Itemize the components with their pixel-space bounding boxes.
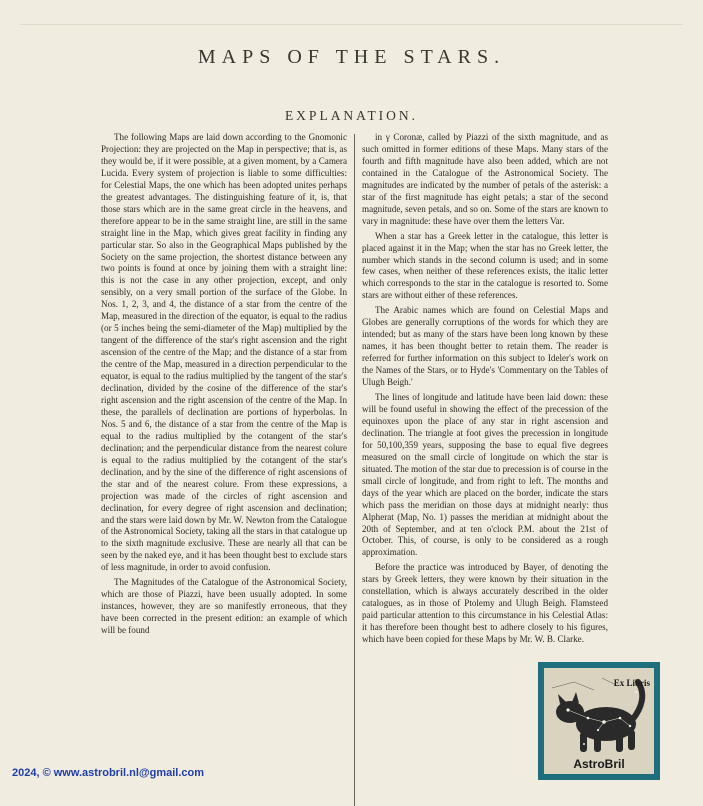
left-column (101, 132, 347, 637)
paragraph: When a star has a Greek letter in the catalogue, this letter is placed against it in the Map; when the star has no Greek letter, the number which stands in the second column is used; and in some few cases, when neither of these references exists, the italic letter which corresponds to the star in the catalogue is resorted to. Some stars are without either of these references. (362, 230, 608, 301)
column-divider (354, 134, 355, 806)
paragraph: The Magnitudes of the Catalogue of the Astronomical Society, which are those of Piazzi, have been usually adopted. In some instances, however, they are so manifestly erroneous, that they have been corrected in the present edition: an example of which will be found (101, 577, 347, 636)
paragraph: in γ Coronæ, called by Piazzi of the sixth magnitude, and as such omitted in former editions of these Maps. Many stars of the fourth and fifth magnitude have also been added, which are not contained in the Catalogue of the Astronomical Society. The magnitudes are indicated by the number of petals of the asterisk: a star of the first magnitude has eight petals; a star of the second magnitude, seven petals, and so on. Some of the stars are known to vary in magnitude: these have over them the letters Var. (362, 132, 608, 226)
bookplate-owner-name: AstroBril (573, 757, 625, 771)
paragraph: The following Maps are laid down according to the Gnomonic Projection: they are projected on the Map in perspective; that is, as they would be, if it were possible, at a given moment, by a Camera Lucida. Every system of projection is liable to some difficulties: for Celestial Maps, the one which has been adopted unites perhaps the greatest advantages. The distinguishing feature of it, is, that those stars which are in the same great circle in the heavens, and therefore appear to be in the same straight line, are still in the same straight line in the Map, which gives great facility in finding any particular star. So also in the Geographical Maps published by the Society on the same projection, the shortest distance between any two points is found at once by joining them with a straight line: this is not the case in any other projection, except, and only sensibly, on a very small portion of the surface of the Globe. In Nos. 1, 2, 3, and 4, the distance of a star from the centre of the Map, measured in the direction of the equator, is equal to the radius (or 5 inches being the semi-diameter of the Map) multiplied by the tangent of the difference of the star's right ascension and the right ascension of the centre of the Map; and the distance of a star from the centre of the Map, measured in a direction perpendicular to the equator, is equal to the radius multiplied by the tangent of the star's declination, divided by the cosine of the difference of the star's right ascension and the right ascension of the centre of the Map. In these, the parallels of declination are portions of hyperbolas. In Nos. 5 and 6, the distance of a star from the centre of the Map is equal to the radius multiplied by the cotangent of the star's declination; and the perpendicular distance from the nearest colure is equal to the radius multiplied by the cotangent of the star's declination, and by the sine of the difference of right ascensions of the star and of the nearest colure. From these expressions, a projection was made of the circles of right ascension and declination, for every degree of right ascension and declination; and the stars were laid down by Mr. W. Newton from the Catalogue of the Astronomical Society, taking all the stars in that catalogue up to the sixth magnitude exclusive. These are nearly all that can be seen by the naked eye, and it has been thought best to exclude stars of less magnitude, in order to avoid confusion. (101, 132, 347, 573)
page-top-rule (20, 24, 683, 25)
ex-libris-bookplate (538, 662, 660, 780)
page-title: MAPS OF THE STARS. (197, 46, 506, 68)
page-subtitle: EXPLANATION. (284, 108, 419, 123)
right-column (362, 132, 608, 646)
ex-libris-label: Ex Libris (613, 678, 650, 688)
footer-credit: 2024, © www.astrobril.nl@gmail.com (12, 767, 205, 779)
bookplate-panel (544, 668, 654, 774)
paragraph: Before the practice was introduced by Bayer, of denoting the stars by Greek letters, they were known by their situation in the constellation, which is always accurately described in the older catalogues, as in those of Ptolemy and Ulugh Beigh. Flamsteed paid particular attention to this circumstance in his Celestial Atlas: it has therefore been thought best to adhere closely to his figures, which have been copied for these Maps by Mr. W. B. Clarke. (362, 562, 608, 645)
paragraph: The lines of longitude and latitude have been laid down: these will be found useful in showing the effect of the precession of the equinoxes upon the place of any star in right ascension and declination. The triangle at foot gives the precession in longitude for 50,100,359 years, supposing the base to equal five degrees measured on the small circle of longitude on which the star is situated. The motion of the star due to precession is of course in the small circle of longitude, and from right to left. The months and days of the year which are placed on the border, indicate the stars which pass the meridian on those days at midnight nearly: thus Alpherat (Map, No. 1) passes the meridian at midnight about the 20th of September, and at ten o'clock P.M. about the 21st of October. This, of course, is only to be considered as a rough approximation. (362, 392, 608, 558)
paragraph: The Arabic names which are found on Celestial Maps and Globes are generally corruptions of the words for which they are intended; but as many of the stars have been long known by these names, it has been thought better to retain them. The reader is referred for further information on this subject to Ideler's work on the Names of the Stars, or to Hyde's 'Commentary on the Tables of Ulugh Beigh.' (362, 305, 608, 388)
